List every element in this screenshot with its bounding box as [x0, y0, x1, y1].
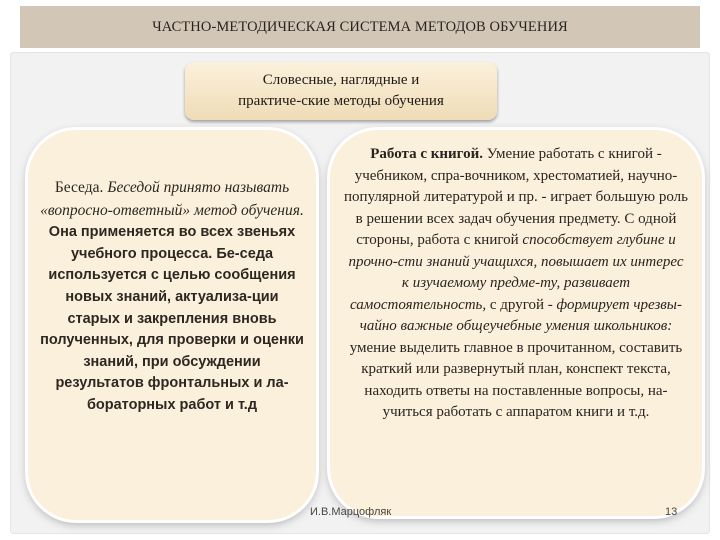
right-part-1: Умение работать с книгой - учебником, спра-вочником, хрестоматией, научно-популярной литературой и пр. - играет большую роль в решении всех задач обучения предмету. С одной стороны, работа с книгой — [344, 146, 688, 248]
left-card-text — [38, 177, 306, 417]
subtitle-text — [228, 70, 454, 112]
right-italic-1: способствует глубине и прочно-сти знаний учащихся, повышает их интерес к изучаемому предме-ту, развивает самостоятельность, — [348, 232, 684, 313]
subtitle-line-1: Словесные, наглядные и — [262, 72, 420, 88]
left-term: Беседа. — [54, 179, 104, 196]
right-part-3: умение выделить главное в прочитанном, составить краткий или развернутый план, конспект текста, находить ответы на поставленные вопросы, на-учиться работать с аппаратом книги и т.д. — [349, 339, 683, 420]
right-part-2: с другой - — [489, 296, 553, 313]
left-definition: Беседой принято называть «вопросно-ответный» метод обучения. — [40, 179, 304, 219]
subtitle-line-2: практиче-ские методы обучения — [238, 93, 444, 109]
right-italic-2: формирует чрезвы-чайно важные общеучебные умения школьников: — [359, 296, 682, 334]
footer-author: И.В.Марцофляк — [310, 506, 392, 518]
right-card-book-work — [330, 130, 702, 516]
left-card-conversation — [28, 130, 316, 520]
slide-title: ЧАСТНО-МЕТОДИЧЕСКАЯ СИСТЕМА МЕТОДОВ ОБУЧЕНИЯ — [152, 18, 568, 35]
left-body: Она применяется во всех звеньях учебного процесса. Бе-седа используется с целью сообщения новых знаний, актуализа-ции старых и закрепления вновь полученных, для проверки и оценки знаний, при обсуждении результатов фронтальных и ла-бораторных работ и т.д — [40, 224, 304, 413]
right-card-text — [344, 144, 688, 424]
right-term: Работа с книгой. — [370, 146, 483, 162]
title-banner — [20, 6, 700, 48]
page-number: 13 — [665, 506, 678, 518]
subtitle-box — [185, 62, 497, 120]
